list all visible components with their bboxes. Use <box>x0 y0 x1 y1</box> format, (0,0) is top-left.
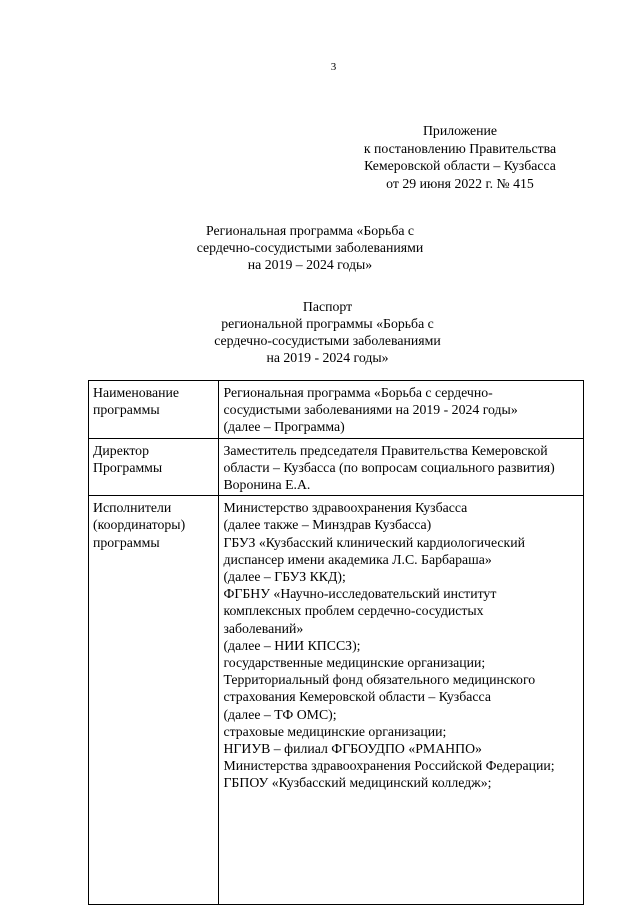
passport-title-line: на 2019 - 2024 годы» <box>266 350 389 365</box>
row-label-director <box>89 438 219 496</box>
table-row <box>89 496 584 905</box>
value-line: ФГБНУ «Научно-исследовательский институт <box>223 586 497 602</box>
page-number: 3 <box>330 61 337 73</box>
value-line: области – Кузбасса (по вопросам социального развития) <box>223 459 555 475</box>
value-line: комплексных проблем сердечно-сосудистых <box>223 603 484 619</box>
value-line: (далее также – Минздрав Кузбасса) <box>223 517 432 533</box>
value-line: сосудистыми заболеваниями на 2019 - 2024 годы» <box>223 402 518 418</box>
label-line: программы <box>93 534 160 550</box>
value-line: (далее – ГБУЗ ККД); <box>223 569 346 585</box>
value-line: (далее – Программа) <box>223 419 345 435</box>
appendix-line: к постановлению Правительства <box>363 140 557 156</box>
passport-title-line: региональной программы «Борьба с <box>221 316 434 331</box>
label-line: Директор <box>93 442 149 458</box>
value-line: Региональная программа «Борьба с сердечно- <box>223 385 493 400</box>
appendix-line: от 29 июня 2022 г. № 415 <box>386 175 534 191</box>
passport-title-line: Паспорт <box>302 299 353 314</box>
value-line: Воронина Е.А. <box>223 477 311 493</box>
value-line: заболеваний» <box>223 620 304 636</box>
table-row <box>89 381 584 439</box>
row-value-director <box>219 438 584 496</box>
label-line: Исполнители <box>93 500 172 516</box>
passport-table <box>88 380 584 905</box>
value-line: (далее – НИИ КПССЗ); <box>223 637 361 653</box>
value-line: диспансер имени академика Л.С. Барбараша» <box>223 551 492 567</box>
row-value-program-name <box>219 381 584 439</box>
value-line: НГИУВ – филиал ФГБОУДПО «РМАНПО» <box>223 741 482 757</box>
row-label-program-name <box>89 381 219 439</box>
label-line: программы <box>93 402 160 418</box>
appendix-line: Кемеровской области – Кузбасса <box>364 158 556 173</box>
label-line: Наименование <box>93 385 179 400</box>
passport-title-line: сердечно-сосудистыми заболеваниями <box>214 333 441 348</box>
value-line: страхования Кемеровской области – Кузбасса <box>223 689 491 705</box>
value-line: страховые медицинские организации; <box>223 723 447 739</box>
value-line: государственные медицинские организации; <box>223 655 486 671</box>
appendix-header <box>330 122 590 192</box>
value-line: Территориальный фонд обязательного медицинского <box>223 672 536 688</box>
value-line: Министерство здравоохранения Кузбасса <box>223 500 468 516</box>
value-line: Министерства здравоохранения Российской Федерации; <box>223 758 555 774</box>
program-title-line: Региональная программа «Борьба с <box>205 223 415 238</box>
appendix-line: Приложение <box>422 123 498 138</box>
label-line: Программы <box>93 459 163 475</box>
program-title <box>160 222 460 273</box>
value-line: (далее – ТФ ОМС); <box>223 706 337 722</box>
program-title-line: на 2019 – 2024 годы» <box>247 257 373 272</box>
label-line: (координаторы) <box>93 517 186 533</box>
passport-title <box>160 298 495 366</box>
value-line: Заместитель председателя Правительства Кемеровской <box>223 442 548 458</box>
row-value-executors <box>219 496 584 905</box>
value-line: ГБУЗ «Кузбасский клинический кардиологический <box>223 534 526 550</box>
program-title-line: сердечно-сосудистыми заболеваниями <box>196 240 424 255</box>
value-line: ГБПОУ «Кузбасский медицинский колледж»; <box>223 775 492 791</box>
table-row <box>89 438 584 496</box>
row-label-executors <box>89 496 219 905</box>
